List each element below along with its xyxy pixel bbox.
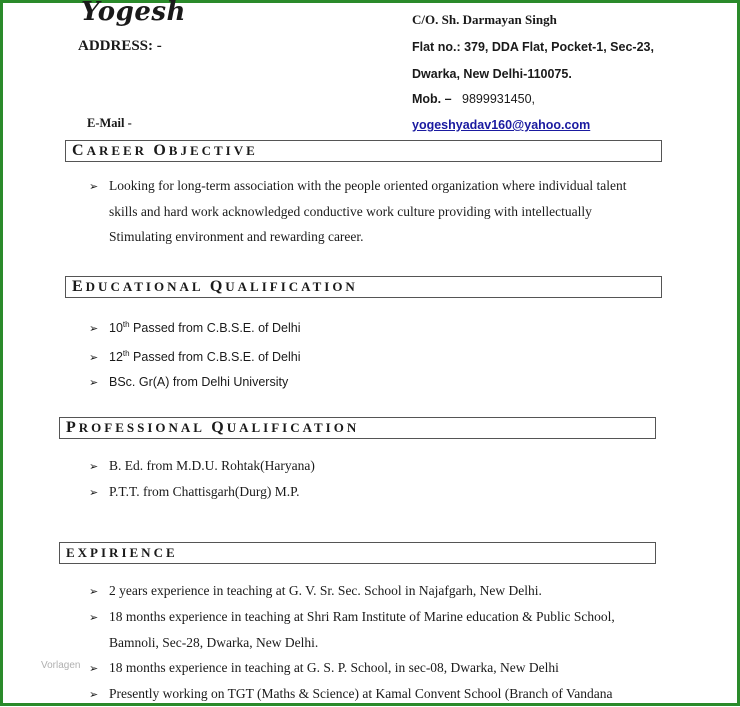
- bullet-arrow-icon: ➢: [89, 611, 99, 624]
- bullet-arrow-icon: ➢: [89, 351, 99, 365]
- experience-list: [89, 578, 709, 707]
- career-objective-text: [89, 173, 689, 249]
- bullet-arrow-icon: ➢: [89, 322, 99, 336]
- bullet-arrow-icon: ➢: [89, 662, 99, 675]
- section-header-educational-qualification: E DUCATIONAL Q UALIFICATION: [65, 276, 662, 298]
- email-row: [412, 116, 590, 134]
- list-item: ➢ B. Ed. from M.D.U. Rohtak(Haryana): [89, 453, 589, 479]
- bullet-arrow-icon: ➢: [89, 376, 99, 390]
- address-label: ADDRESS: -: [78, 38, 162, 54]
- list-item-continuation: Bamnoli, Sec-28, Dwarka, New Delhi.: [109, 635, 319, 650]
- bullet-arrow-icon: ➢: [89, 486, 99, 499]
- flat-line: Flat no.: 379, DDA Flat, Pocket-1, Sec-23,: [412, 40, 654, 54]
- bullet-arrow-icon: ➢: [89, 688, 99, 701]
- bullet-arrow-icon: ➢: [89, 585, 99, 598]
- list-item: ➢ 18 months experience in teaching at Shri Ram Institute of Marine education & Public School,: [89, 604, 709, 630]
- list-item: ➢ Presently working on TGT (Maths & Science) at Kamal Convent School (Branch of Vandana: [89, 681, 709, 707]
- email-label: E-Mail -: [87, 116, 132, 130]
- education-list: [89, 312, 589, 395]
- care-of-line: C/O. Sh. Darmayan Singh: [412, 12, 557, 27]
- list-item: ➢ Looking for long-term association with the people oriented organization where individual talent: [89, 173, 689, 199]
- section-header-experience: EXPIRIENCE: [59, 542, 656, 564]
- email-link[interactable]: yogeshyadav160@yahoo.com: [412, 118, 591, 132]
- section-header-professional-qualification: P ROFESSIONAL Q UALIFICATION: [59, 417, 656, 439]
- professional-list: [89, 453, 589, 505]
- mobile-line: [412, 92, 535, 106]
- section-header-career-objective: C AREER O BJECTIVE: [65, 140, 662, 162]
- list-item-continuation: Stimulating environment and rewarding career.: [109, 229, 364, 244]
- list-item: ➢ BSc. Gr(A) from Delhi University: [89, 370, 589, 395]
- watermark-text: Vorlagen: [41, 660, 81, 671]
- mobile-number: 9899931450,: [462, 92, 536, 106]
- list-item: ➢ 10th Passed from C.B.S.E. of Delhi: [89, 312, 589, 341]
- applicant-name: Yogesh: [81, 0, 186, 27]
- list-item: ➢ 2 years experience in teaching at G. V. Sr. Sec. School in Najafgarh, New Delhi.: [89, 578, 709, 604]
- bullet-arrow-icon: ➢: [89, 460, 99, 473]
- list-item: ➢ 18 months experience in teaching at G. S. P. School, in sec-08, Dwarka, New Delhi: [89, 655, 709, 681]
- list-item-continuation: skills and hard work acknowledged conductive work culture providing with intellectually: [109, 204, 592, 219]
- mobile-label: Mob. –: [412, 92, 452, 106]
- list-item: ➢ 12th Passed from C.B.S.E. of Delhi: [89, 341, 589, 370]
- bullet-arrow-icon: ➢: [89, 180, 99, 193]
- city-line: Dwarka, New Delhi-110075.: [412, 67, 572, 81]
- list-item: ➢ P.T.T. from Chattisgarh(Durg) M.P.: [89, 479, 589, 505]
